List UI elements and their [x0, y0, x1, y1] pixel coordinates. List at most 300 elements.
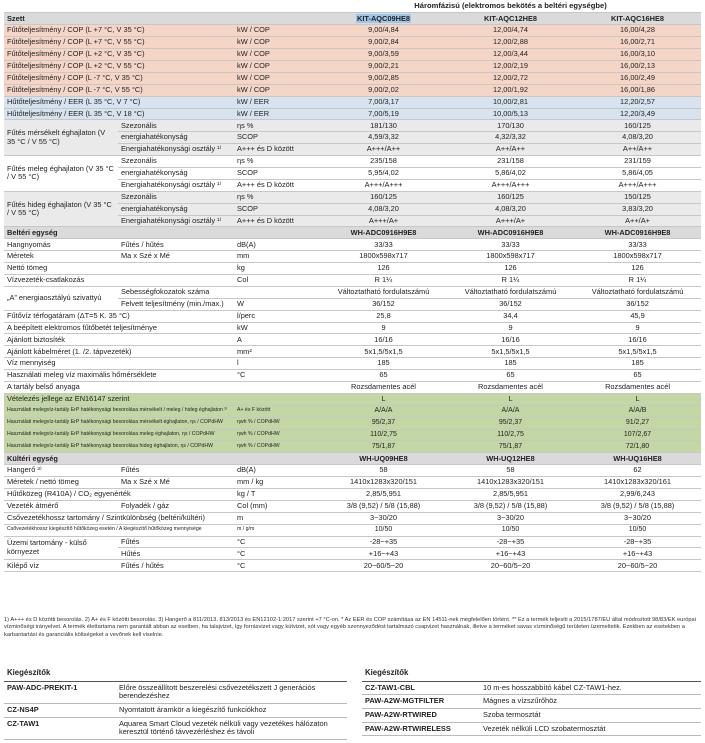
spec-value: -28~+35: [574, 536, 701, 548]
spec-value: A+++/A+: [447, 215, 574, 227]
spec-value: 20~60/5~20: [447, 560, 574, 572]
spec-unit: kW / COP: [234, 49, 320, 61]
spec-label: Csővezetékhossz tartomány / Szintkülönbség (beltéri/kültéri): [4, 512, 234, 524]
spec-value: 9,00/2,21: [320, 60, 447, 72]
spec-row: [4, 49, 701, 61]
section-title: Beltéri egység: [4, 227, 320, 239]
spec-value: 4,08/3,20: [320, 203, 447, 215]
spec-value: 9: [447, 322, 574, 334]
spec-value: R 1¼: [574, 274, 701, 286]
spec-table-container: [4, 1, 701, 572]
spec-row: [4, 346, 701, 358]
spec-value: A+++/A+++: [574, 179, 701, 191]
spec-value: 9: [574, 322, 701, 334]
spec-label: Hűtőteljesítmény / EER (L 35 °C, V 7 °C): [4, 96, 234, 108]
spec-value: 160/125: [447, 191, 574, 203]
spec-label: Fűtés hideg éghajlaton (V 35 °C / V 55 °C): [4, 191, 118, 227]
accessory-desc: Előre összeállított beszerelési csővezetékszett J generációs berendezéshez: [116, 681, 347, 703]
accessories-title: Kiegészítők: [362, 667, 701, 681]
spec-value: 25,8: [320, 310, 447, 322]
spec-value: 33/33: [574, 239, 701, 251]
spec-value: 5x1,5/5x1,5: [320, 346, 447, 358]
spec-unit: mm²: [234, 346, 320, 358]
spec-value: WH-UQ16HE8: [574, 453, 701, 465]
spec-row: [4, 560, 701, 572]
spec-value: 126: [574, 263, 701, 275]
spec-unit: ηs %: [234, 120, 320, 132]
spec-label: A beépített elektromos fűtőbetét teljesítménye: [4, 322, 234, 334]
spec-row: [4, 37, 701, 49]
spec-sublabel: Szezonális: [118, 120, 234, 132]
spec-sublabel: Fűtés / hűtés: [118, 239, 234, 251]
spec-unit: kW / EER: [234, 108, 320, 120]
spec-label: Használati melegvíz-tartály ErP hatékonysági besorolása meleg éghajlaton, ηs / COPdHW: [4, 429, 234, 441]
spec-value: 20~60/5~20: [320, 560, 447, 572]
spec-unit: l: [234, 358, 320, 370]
spec-value: WH-UQ09HE8: [320, 453, 447, 465]
spec-label: Üzemi tartomány - külső környezet: [4, 536, 118, 560]
spec-unit: °C: [234, 548, 320, 560]
spec-sublabel: Hűtés: [118, 548, 234, 560]
spec-row: [4, 72, 701, 84]
spec-value: 3/8 (9,52) / 5/8 (15,88): [447, 500, 574, 512]
spec-value: 45,9: [574, 310, 701, 322]
spec-label: Ajánlott kábelméret (1. /2. tápvezeték): [4, 346, 234, 358]
spec-sublabel: Fűtés: [118, 465, 234, 477]
spec-label: Hűtőközeg (R410A) / CO₂ egyenérték: [4, 489, 234, 501]
spec-sublabel: Energiahatékonysági osztály ¹⁾: [118, 144, 234, 156]
spec-value: 16/16: [574, 334, 701, 346]
spec-value: A+++/A+++: [447, 179, 574, 191]
spec-label: Hűtőteljesítmény / EER (L 35 °C, V 18 °C): [4, 108, 234, 120]
spec-row: [4, 524, 701, 536]
spec-value: 10,00/2,81: [447, 96, 574, 108]
spec-unit: A+++ és D között: [234, 215, 320, 227]
spec-value: Rozsdamentes acél: [574, 382, 701, 394]
spec-value: 2,85/5,951: [320, 489, 447, 501]
spec-value: 12,00/4,74: [447, 25, 574, 37]
spec-value: 170/130: [447, 120, 574, 132]
spec-label: Hangerő ³⁾: [4, 465, 118, 477]
spec-value: 95/2,37: [447, 417, 574, 429]
spec-value: 16,00/3,10: [574, 49, 701, 61]
spec-value: 10/50: [320, 524, 447, 536]
spec-value: 9,00/4,84: [320, 25, 447, 37]
spec-value: 33/33: [320, 239, 447, 251]
spec-unit: kW / COP: [234, 25, 320, 37]
spec-row: [4, 358, 701, 370]
accessory-desc: Vezeték nélküli LCD szobatermosztát: [480, 722, 701, 736]
spec-value: 1800x598x717: [447, 251, 574, 263]
spec-value: 10/50: [574, 524, 701, 536]
spec-row: [4, 322, 701, 334]
spec-value: 110/2,75: [447, 429, 574, 441]
model-name: KIT-AQC12HE8: [447, 13, 574, 25]
spec-sublabel: Fűtés: [118, 536, 234, 548]
spec-label: Használati melegvíz-tartály ErP hatékonysági besorolása mérsékelt éghajlaton, ηs / COPdHW: [4, 417, 234, 429]
spec-value: 1410x1283x320/151: [447, 477, 574, 489]
spec-row: [4, 512, 701, 524]
spec-sublabel: Ma x Szé x Mé: [118, 477, 234, 489]
szett-label: Szett: [4, 13, 320, 25]
spec-value: 3~30/20: [447, 512, 574, 524]
spec-unit: SCOP: [234, 203, 320, 215]
spec-row: [4, 370, 701, 382]
spec-unit: °C: [234, 536, 320, 548]
spec-label: Fűtőteljesítmény / COP (L -7 °C, V 35 °C): [4, 72, 234, 84]
spec-label: Méretek: [4, 251, 118, 263]
spec-label: Vételezés jellege az EN16147 szerint: [4, 393, 320, 405]
spec-value: Változtatható fordulatszámú: [447, 286, 574, 298]
spec-value: A+++/A+: [320, 215, 447, 227]
accessory-desc: Mágnes a vízszűrőhöz: [480, 695, 701, 709]
spec-sublabel: energiahatékonyság: [118, 132, 234, 144]
spec-value: A++/A++: [447, 144, 574, 156]
spec-value: Rozsdamentes acél: [447, 382, 574, 394]
spec-row: [4, 239, 701, 251]
spec-value: 16/16: [447, 334, 574, 346]
spec-row: [4, 489, 701, 501]
spec-value: -28~+35: [447, 536, 574, 548]
spec-value: 181/130: [320, 120, 447, 132]
spec-value: 3,83/3,20: [574, 203, 701, 215]
accessory-code: PAW-A2W-MGTFILTER: [362, 695, 480, 709]
spec-label: Használati melegvíz-tartály ErP hatékonysági besorolása hideg éghajlaton, ηs / COPdHW: [4, 441, 234, 453]
spec-value: 72/1,80: [574, 441, 701, 453]
spec-value: 4,08/3,20: [447, 203, 574, 215]
spec-value: 12,00/1,92: [447, 84, 574, 96]
accessory-desc: Aquarea Smart Cloud vezeték nélküli vagy vezetékes hálózaton keresztül történő távvezérléshez és távoli: [116, 717, 347, 739]
spec-row: [4, 25, 701, 37]
spec-label: Használati melegvíz-tartály ErP hatékonysági besorolása mérsékelt / meleg / hideg éghajlaton ²⁾: [4, 405, 234, 417]
group-title: Háromfázisú (elektromos bekötés a beltéri egységbe): [320, 1, 701, 13]
spec-value: 5,86/4,02: [447, 167, 574, 179]
spec-value: 16,00/2,13: [574, 60, 701, 72]
spec-value: 4,59/3,32: [320, 132, 447, 144]
spec-row: [4, 156, 701, 168]
spec-unit: [234, 286, 320, 298]
spec-label: Vízvezeték-csatlakozás: [4, 274, 234, 286]
spec-unit: W: [234, 298, 320, 310]
spec-value: Változtatható fordulatszámú: [574, 286, 701, 298]
spec-value: 36/152: [320, 298, 447, 310]
spec-label: Méretek / nettó tömeg: [4, 477, 118, 489]
spec-row: [4, 405, 701, 417]
spec-label: Fűtőteljesítmény / COP (L +2 °C, V 35 °C): [4, 49, 234, 61]
spec-label: Fűtővíz térfogatáram (ΔT=5 K. 35 °C): [4, 310, 234, 322]
spec-value: -28~+35: [320, 536, 447, 548]
spec-unit: ηwh % / COPdHW: [234, 441, 320, 453]
accessory-row: [4, 717, 347, 739]
spec-label: Ajánlott biztosíték: [4, 334, 234, 346]
spec-value: 9,00/2,84: [320, 37, 447, 49]
spec-row: [4, 191, 701, 203]
spec-row: [4, 417, 701, 429]
spec-value: 5,95/4,02: [320, 167, 447, 179]
spec-unit: dB(A): [234, 465, 320, 477]
spec-value: 2,99/6,243: [574, 489, 701, 501]
spec-row: [4, 120, 701, 132]
spec-value: 9: [320, 322, 447, 334]
accessory-code: PAW-ADC-PREKIT-1: [4, 681, 116, 703]
spec-row: [4, 334, 701, 346]
spec-value: +16~+43: [320, 548, 447, 560]
accessory-row: [4, 703, 347, 717]
spec-value: 4,32/3,32: [447, 132, 574, 144]
spec-value: WH-ADC0916H9E8: [447, 227, 574, 239]
accessory-code: PAW-A2W-RTWIRED: [362, 708, 480, 722]
spec-value: 3~30/20: [320, 512, 447, 524]
spec-value: Változtatható fordulatszámú: [320, 286, 447, 298]
spec-unit: m: [234, 512, 320, 524]
spec-value: 185: [574, 358, 701, 370]
spec-unit: kg / T: [234, 489, 320, 501]
spec-value: 7,00/5,19: [320, 108, 447, 120]
accessory-row: [362, 708, 701, 722]
spec-label: Fűtés meleg éghajlaton (V 35 °C / V 55 °C): [4, 156, 118, 192]
spec-row: [4, 477, 701, 489]
spec-unit: kg: [234, 263, 320, 275]
spec-value: 12,20/3,49: [574, 108, 701, 120]
spec-row: [4, 536, 701, 548]
spec-unit: kW / COP: [234, 72, 320, 84]
spec-unit: mm: [234, 251, 320, 263]
spec-unit: SCOP: [234, 132, 320, 144]
spec-value: 16,00/2,49: [574, 72, 701, 84]
spec-table: [4, 1, 701, 572]
spec-value: A/A/A: [320, 405, 447, 417]
spec-label: Vezeték átmérő: [4, 500, 118, 512]
spec-row: [4, 274, 701, 286]
spec-value: L: [320, 393, 447, 405]
spec-value: 126: [447, 263, 574, 275]
spec-unit: A+ és F között: [234, 405, 320, 417]
spec-row: [4, 96, 701, 108]
spec-label: Kilépő víz: [4, 560, 118, 572]
spec-unit: Col (mm): [234, 500, 320, 512]
spec-unit: mm / kg: [234, 477, 320, 489]
spec-unit: kW / COP: [234, 60, 320, 72]
accessory-code: CZ-TAW1: [4, 717, 116, 739]
spec-unit: °C: [234, 560, 320, 572]
spec-value: 9,00/3,59: [320, 49, 447, 61]
spec-unit: m / g/m: [234, 524, 320, 536]
spec-unit: kW: [234, 322, 320, 334]
spec-value: 1410x1283x320/151: [320, 477, 447, 489]
spec-value: +16~+43: [574, 548, 701, 560]
spec-value: 4,08/3,20: [574, 132, 701, 144]
spec-value: 58: [447, 465, 574, 477]
spec-label: Csővezetékhossz kiegészítő hűtőközeg esetén / A kiegészítő hűtőközeg mennyisége: [4, 524, 234, 536]
spec-sublabel: Felvett teljesítmény (min./max.): [118, 298, 234, 310]
spec-value: R 1¼: [447, 274, 574, 286]
spec-unit: °C: [234, 370, 320, 382]
spec-value: A/A/B: [574, 405, 701, 417]
spec-value: 16,00/4,28: [574, 25, 701, 37]
spec-value: 16,00/2,71: [574, 37, 701, 49]
spec-value: 110/2,75: [320, 429, 447, 441]
accessory-desc: Nyomtatott áramkör a kiegészítő funkciókhoz: [116, 703, 347, 717]
model-name: [320, 13, 447, 25]
spec-value: L: [447, 393, 574, 405]
spec-unit: A: [234, 334, 320, 346]
spec-unit: SCOP: [234, 167, 320, 179]
spec-value: 95/2,37: [320, 417, 447, 429]
spec-label: Fűtőteljesítmény / COP (L +2 °C, V 55 °C): [4, 60, 234, 72]
spec-value: R 1¼: [320, 274, 447, 286]
spec-value: 75/1,87: [320, 441, 447, 453]
spec-sublabel: energiahatékonyság: [118, 203, 234, 215]
footnotes: 1) A+++ és D közötti besorolás. 2) A+ és F közötti besorolás. 3) Hangerő a 811/2013, 813/2013 és EN12102-1:2017 szerint +7 °C-on. * Az EER és COP számítása az EN 14511-nek megfelelően történt. ** Ez a termék teljesíti a 2015/1787/EU által módosított 98/83/EK európai vízminőségi irányelvet. A termék élettartama nem garantált abban az esetben, ha talajvizet, így forrásvizet vagy kútvizet, sót vagy egyéb szennyeződést tartalmazó csapvizet használnak, illetve a terméket savas vízminőségű területen üzemeltetik. Ezekben az esetekben a karbantartási és garanciális költségeket a vevőnek kell viselnie.: [4, 617, 696, 638]
spec-unit: kW / EER: [234, 96, 320, 108]
spec-value: 5x1,5/5x1,5: [447, 346, 574, 358]
spec-value: Rozsdamentes acél: [320, 382, 447, 394]
accessory-row: [362, 695, 701, 709]
spec-value: 9,00/2,85: [320, 72, 447, 84]
spec-value: 16,00/1,86: [574, 84, 701, 96]
spec-value: 12,00/2,88: [447, 37, 574, 49]
spec-value: 7,00/3,17: [320, 96, 447, 108]
spec-value: 16/16: [320, 334, 447, 346]
accessories-title: Kiegészítők: [4, 667, 347, 681]
spec-value: A+++/A+++: [320, 179, 447, 191]
spec-label: Víz mennyiség: [4, 358, 234, 370]
accessories-left: [4, 667, 347, 740]
accessory-desc: Szoba termosztát: [480, 708, 701, 722]
spec-value: 1800x598x717: [574, 251, 701, 263]
spec-value: 36/152: [574, 298, 701, 310]
model-name-highlight: KIT-AQC09HE8: [357, 13, 410, 23]
spec-value: 12,00/2,72: [447, 72, 574, 84]
spec-value: 65: [320, 370, 447, 382]
spec-value: 5,86/4,05: [574, 167, 701, 179]
spec-row: [4, 60, 701, 72]
spec-value: 160/125: [320, 191, 447, 203]
spec-value: 33/33: [447, 239, 574, 251]
spec-value: 3/8 (9,52) / 5/8 (15,88): [574, 500, 701, 512]
spec-value: 235/158: [320, 156, 447, 168]
spec-row: [4, 382, 701, 394]
spec-value: 126: [320, 263, 447, 275]
spec-value: 1410x1283x320/161: [574, 477, 701, 489]
spec-sublabel: Ma x Szé x Mé: [118, 251, 234, 263]
spec-value: 58: [320, 465, 447, 477]
spec-value: A/A/A: [447, 405, 574, 417]
section-header-row: [4, 227, 701, 239]
spec-unit: ηwh % / COPdHW: [234, 429, 320, 441]
spec-value: 2,85/5,951: [447, 489, 574, 501]
spec-row: [4, 393, 701, 405]
spec-unit: kW / COP: [234, 37, 320, 49]
spec-unit: Col: [234, 274, 320, 286]
spec-label: „A” energiaosztályú szivattyú: [4, 286, 118, 310]
accessory-code: CZ-NS4P: [4, 703, 116, 717]
spec-value: 36/152: [447, 298, 574, 310]
spec-value: 12,00/2,19: [447, 60, 574, 72]
spec-value: 91/2,27: [574, 417, 701, 429]
accessory-row: [4, 681, 347, 703]
spec-unit: kW / COP: [234, 84, 320, 96]
spec-row: [4, 263, 701, 275]
spec-value: 10,00/5,13: [447, 108, 574, 120]
spec-value: 185: [320, 358, 447, 370]
group-title-row: [4, 1, 701, 13]
spec-row: [4, 286, 701, 298]
spec-value: 20~60/5~20: [574, 560, 701, 572]
spec-value: 5x1,5/5x1,5: [574, 346, 701, 358]
spec-sublabel: energiahatékonyság: [118, 167, 234, 179]
spec-value: 65: [447, 370, 574, 382]
spec-value: 65: [574, 370, 701, 382]
spec-value: A++/A++: [574, 144, 701, 156]
model-header-row: [4, 13, 701, 25]
spec-value: A++/A+: [574, 215, 701, 227]
spec-value: 231/159: [574, 156, 701, 168]
spec-label: Használati meleg víz maximális hőmérséklete: [4, 370, 234, 382]
spec-row: [4, 251, 701, 263]
spec-row: [4, 108, 701, 120]
spec-value: 12,20/2,57: [574, 96, 701, 108]
spec-row: [4, 500, 701, 512]
spec-row: [4, 441, 701, 453]
section-title: Kültéri egység: [4, 453, 320, 465]
spec-sublabel: Folyadék / gáz: [118, 500, 234, 512]
spec-label: A tartály belső anyaga: [4, 382, 320, 394]
spec-sublabel: Szezonális: [118, 191, 234, 203]
spec-value: 12,00/3,44: [447, 49, 574, 61]
spec-value: A+++/A++: [320, 144, 447, 156]
spec-unit: l/perc: [234, 310, 320, 322]
spec-value: 107/2,67: [574, 429, 701, 441]
model-name: KIT-AQC16HE8: [574, 13, 701, 25]
spec-value: 62: [574, 465, 701, 477]
accessory-code: CZ-TAW1-CBL: [362, 681, 480, 695]
spec-value: 160/125: [574, 120, 701, 132]
spec-row: [4, 465, 701, 477]
spec-label: Fűtőteljesítmény / COP (L +7 °C, V 55 °C): [4, 37, 234, 49]
spec-value: L: [574, 393, 701, 405]
spec-value: 185: [447, 358, 574, 370]
spec-value: 231/158: [447, 156, 574, 168]
spec-unit: dB(A): [234, 239, 320, 251]
spec-sublabel: Fűtés / hűtés: [118, 560, 234, 572]
spec-value: 75/1,87: [447, 441, 574, 453]
accessory-desc: 10 m-es hosszabbító kábel CZ-TAW1-hez.: [480, 681, 701, 695]
spec-value: +16~+43: [447, 548, 574, 560]
spec-unit: A+++ és D között: [234, 144, 320, 156]
spec-row: [4, 84, 701, 96]
spec-row: [4, 310, 701, 322]
spec-unit: ηwh % / COPdHW: [234, 417, 320, 429]
spec-label: Fűtőteljesítmény / COP (L +7 °C, V 35 °C): [4, 25, 234, 37]
spec-value: 10/50: [447, 524, 574, 536]
accessory-code: PAW-A2W-RTWIRELESS: [362, 722, 480, 736]
spec-label: Fűtés mérsékelt éghajlaton (V 35 °C / V 55 °C): [4, 120, 118, 156]
spec-unit: A+++ és D között: [234, 179, 320, 191]
spec-value: WH-ADC0916H9E8: [320, 227, 447, 239]
accessory-row: [362, 681, 701, 695]
accessories-right: [362, 667, 701, 736]
spec-label: Hangnyomás: [4, 239, 118, 251]
spec-sublabel: Szezonális: [118, 156, 234, 168]
spec-unit: ηs %: [234, 156, 320, 168]
spec-unit: ηs %: [234, 191, 320, 203]
accessory-row: [362, 722, 701, 736]
spec-value: 34,4: [447, 310, 574, 322]
spec-label: Nettó tömeg: [4, 263, 234, 275]
spec-value: 9,00/2,02: [320, 84, 447, 96]
spec-value: 150/125: [574, 191, 701, 203]
